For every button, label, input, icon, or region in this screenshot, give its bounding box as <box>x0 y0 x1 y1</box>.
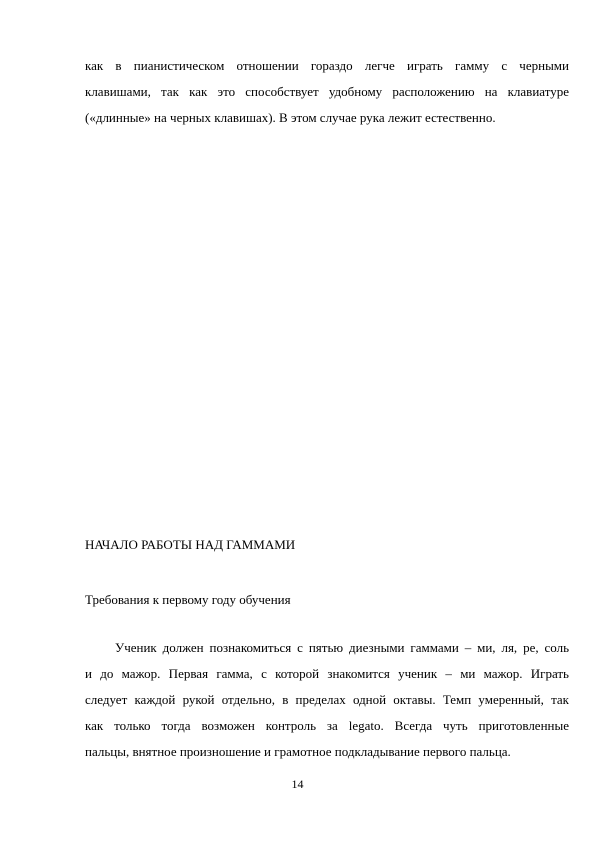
body-paragraph-line: и до мажор. Первая гамма, с которой знакомится ученик – ми мажор. Играть <box>85 666 569 681</box>
top-paragraph-line: («длинные» на черных клавишах). В этом случае рука лежит естественно. <box>85 110 496 125</box>
page-number: 14 <box>291 777 304 791</box>
body-paragraph-line: как только тогда возможен контроль за legato. Всегда чуть приготовленные <box>85 718 569 733</box>
top-paragraph-line: как в пианистическом отношении гораздо легче играть гамму с черными <box>85 58 569 73</box>
subheading: Требования к первому году обучения <box>85 592 291 607</box>
body-paragraph-line: Ученик должен познакомиться с пятью диезными гаммами – ми, ля, ре, соль <box>115 640 569 655</box>
body-paragraph-line: следует каждой рукой отдельно, в пределах одной октавы. Темп умеренный, так <box>85 692 569 707</box>
top-paragraph-line: клавишами, так как это способствует удобному расположению на клавиатуре <box>85 84 569 99</box>
body-paragraph-line: пальцы, внятное произношение и грамотное подкладывание первого пальца. <box>85 744 511 759</box>
section-heading: НАЧАЛО РАБОТЫ НАД ГАММАМИ <box>85 537 296 552</box>
